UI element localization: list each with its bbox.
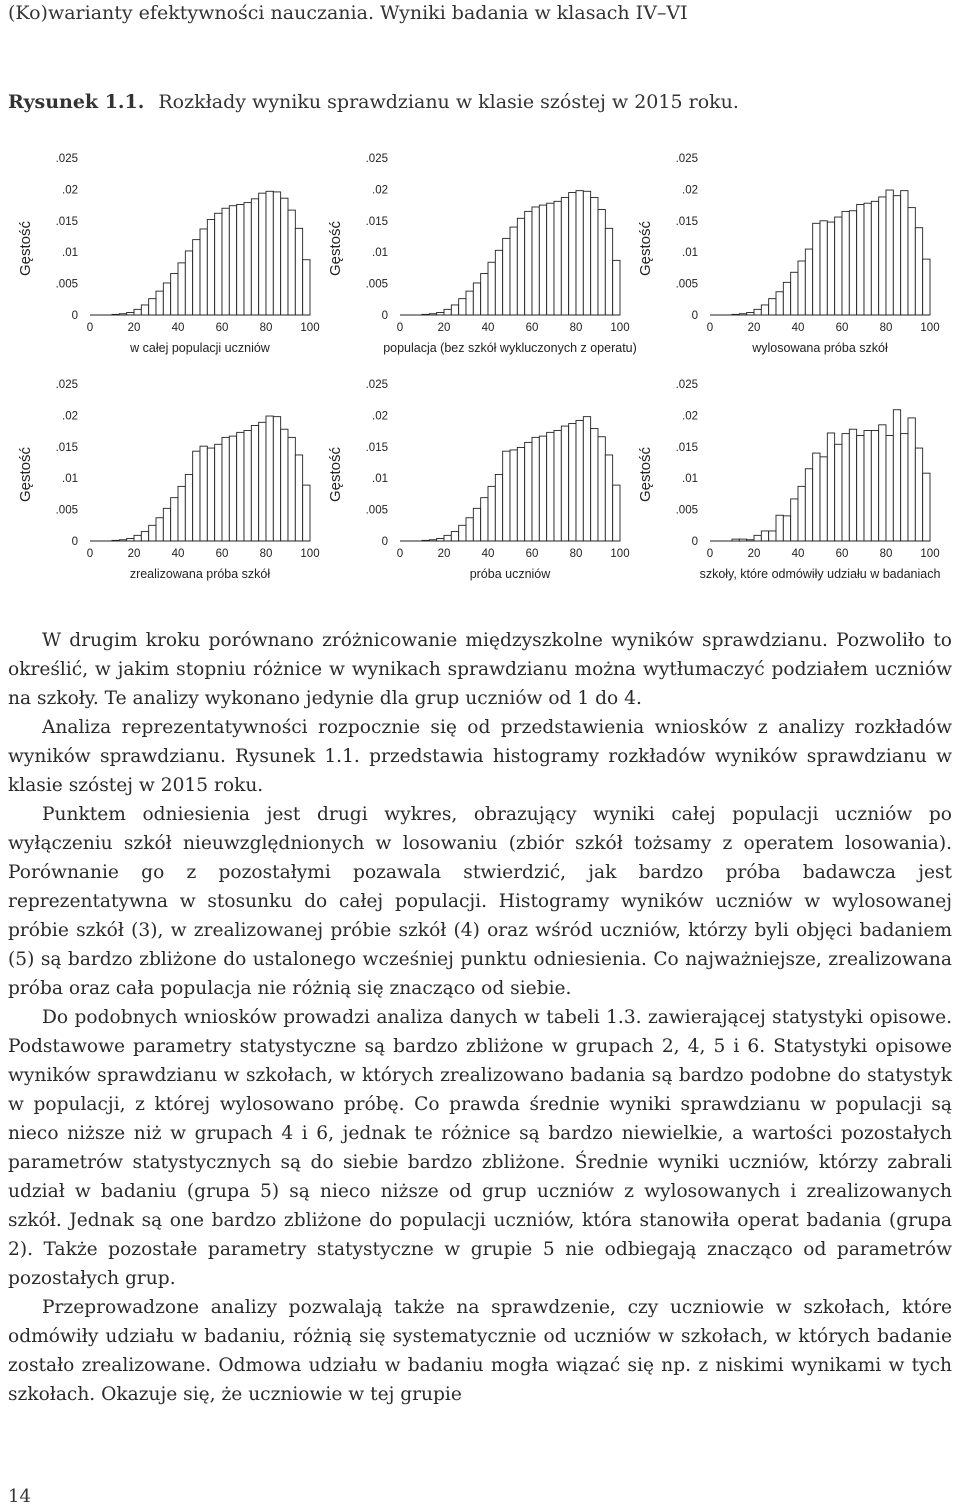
histogram-bar [613,485,620,541]
histogram-bar [893,196,900,315]
x-tick-label: 20 [747,322,761,334]
figure-caption [8,91,739,113]
x-tick-label: 100 [300,322,320,334]
y-tick-label: .005 [365,278,388,291]
histogram-bar [886,190,893,315]
y-tick-label: .025 [55,379,78,391]
histogram-bar [303,485,310,541]
y-tick-label: 0 [691,536,698,548]
histogram-bar [547,203,554,315]
x-tick-label: 0 [706,548,714,560]
histogram-bar [215,213,222,315]
histogram-panel-2 [320,140,640,365]
histogram-bar [791,272,798,315]
paragraph-3: Punktem odniesienia jest drugi wykres, obrazujący wyniki całej populacji uczniów po wyłączeniu szkół nieuwzględnionych w losowaniu (zbiór szkół tożsamy z operatem losowania). Porównanie go z pozostałymi pozawala stwierdzić, jak bardzo próba badawcza jest reprezentatywna w stosunku do całej populacji. Histogramy wyników uczniów w wylosowanej próbie szkół (3), w zrealizowanej próbie szkół (4) oraz wśród uczniów, którzy byli objęci badaniem (5) są bardzo zbliżone do ustalonego wcześniej punktu odniesienia. Co najważniejsze, zrealizowana próba oraz cała populacja nie różnią się znacząco od siebie. [8,804,952,999]
histogram-bar [141,305,148,315]
histogram-bar [539,436,546,541]
x-tick-label: 60 [215,322,229,334]
histogram-bar [849,211,856,315]
histogram-bar [591,198,598,315]
x-tick-label: 80 [879,322,893,334]
x-axis-label: szkoły, które odmówiły udziału w badaniach [699,567,941,581]
histogram-bar [259,422,266,541]
histogram-bar [134,535,141,541]
y-axis-label: Gęstość [637,220,654,277]
body-text [8,626,952,1409]
x-tick-label: 80 [259,548,273,560]
histogram-bar [605,228,612,315]
y-tick-label: .025 [55,153,78,165]
histogram-bar [473,283,480,315]
x-tick-label: 60 [525,548,539,560]
y-tick-label: .01 [62,247,78,260]
histogram-bar [871,430,878,541]
x-tick-label: 80 [879,548,893,560]
running-header: (Ko)warianty efektywności nauczania. Wyniki badania w klasach IV–VI [8,2,688,24]
histogram-bar [149,299,156,315]
y-tick-label: .01 [62,473,78,486]
x-tick-label: 20 [747,548,761,560]
histogram-bar [576,191,583,315]
histogram-grid [0,140,960,600]
histogram-bar [532,437,539,541]
histogram-bar [237,432,244,541]
x-tick-label: 40 [171,548,185,560]
histogram-bar [569,193,576,315]
paragraph-2: Analiza reprezentatywności rozpocznie się od przedstawienia wniosków z analizy rozkładów wyników sprawdzianu. Rysunek 1.1. przedstawia histogramy rozkładów wyników sprawdzianu w klasie szóstej w 2015 roku. [8,717,952,796]
histogram-bar [908,208,915,315]
x-axis-label: wylosowana próba szkół [752,341,888,355]
y-tick-label: 0 [71,310,78,322]
histogram-svg [320,140,640,365]
y-tick-label: 0 [381,536,388,548]
histogram-bar [923,259,930,315]
histogram-svg [320,366,640,591]
histogram-bar [561,426,568,541]
histogram-bar [547,432,554,541]
histogram-bar [842,434,849,541]
figure-title: Rozkłady wyniku sprawdzianu w klasie szóstej w 2015 roku. [158,91,739,113]
histogram-bar [185,474,192,541]
histogram-bar [827,433,834,541]
x-tick-label: 0 [86,548,94,560]
histogram-bar [141,532,148,541]
histogram-bar [591,429,598,541]
x-tick-label: 60 [525,322,539,334]
histogram-bar [820,221,827,315]
y-tick-label: .02 [62,184,78,197]
y-tick-label: .02 [372,410,388,423]
histogram-bar [849,429,856,541]
y-tick-label: .02 [62,410,78,423]
x-tick-label: 40 [171,322,185,334]
histogram-bar [754,309,761,315]
y-axis-label: Gęstość [637,446,654,503]
histogram-bar [554,201,561,315]
histogram-bar [156,518,163,541]
y-tick-label: .005 [675,504,698,517]
histogram-bar [776,515,783,541]
histogram-bar [769,531,776,541]
histogram-bar [222,208,229,315]
y-axis-label: Gęstość [327,446,344,503]
x-axis-label: zrealizowana próba szkół [129,567,271,581]
histogram-bar [295,228,302,315]
histogram-bar [488,262,495,315]
histogram-bar [569,424,576,541]
histogram-bar [864,430,871,541]
y-axis-label: Gęstość [327,220,344,277]
page-number: 14 [8,1486,31,1507]
histogram-bar [185,251,192,315]
histogram-bar [495,474,502,541]
histogram-bar [444,535,451,541]
histogram-bar [178,486,185,541]
y-tick-label: 0 [71,536,78,548]
histogram-bar [583,417,590,541]
paragraph-4: Do podobnych wniosków prowadzi analiza danych w tabeli 1.3. zawierającej statystyki opisowe. Podstawowe parametry statystyczne są bardzo zbliżone w grupach 2, 4, 5 i 6. Statystyki opisowe wyników sprawdzianu w szkołach, w których zrealizowano badania są bardzo podobne do statystyk w populacji, z której wylosowano próbę. Co prawda średnie wyniki sprawdzianu w populacji są nieco niższe niż w grupach 4 i 6, jednak te różnice są bardzo niewielkie, a wartości pozostałych parametrów statystycznych są do siebie bardzo zbliżone. Średnie wyniki uczniów, którzy zabrali udział w badaniu (grupa 5) są nieco niższe od grup uczniów z wylosowanych i zrealizowanych szkół. Jednak są one bardzo zbliżone do populacji uczniów, która stanowiła operat badania (grupa 2). Także pozostałe parametry statystyczne w grupie 5 nie odbiegają znacząco od parametrów pozostałych grup. [8,1007,952,1289]
histogram-bar [583,191,590,315]
histogram-bar [805,469,812,541]
y-tick-label: .02 [372,184,388,197]
histogram-bar [495,250,502,315]
histogram-bar [481,498,488,541]
histogram-bar [281,429,288,541]
histogram-bar [459,525,466,541]
histogram-bar [776,292,783,315]
x-tick-label: 40 [791,322,805,334]
histogram-bar [783,282,790,315]
y-tick-label: .015 [365,441,388,454]
histogram-bar [266,191,273,315]
x-tick-label: 40 [791,548,805,560]
y-tick-label: .02 [682,184,698,197]
histogram-bar [923,473,930,541]
y-tick-label: .025 [365,153,388,165]
histogram-bar [915,448,922,541]
x-tick-label: 60 [835,322,849,334]
y-tick-label: .005 [55,278,78,291]
x-axis-label: próba uczniów [469,567,551,581]
y-tick-label: .025 [675,379,698,391]
histogram-bar [761,531,768,541]
histogram-bar [510,450,517,541]
x-tick-label: 60 [215,548,229,560]
histogram-bar [273,192,280,315]
histogram-svg [10,140,330,365]
histogram-bar [251,425,258,541]
histogram-bar [901,191,908,315]
histogram-panel-3 [630,140,950,365]
histogram-bar [791,499,798,541]
histogram-bar [517,218,524,315]
histogram-svg [630,140,950,365]
histogram-bar [266,416,273,541]
y-tick-label: .005 [365,504,388,517]
histogram-bar [783,516,790,541]
y-tick-label: .01 [372,247,388,260]
histogram-bar [835,444,842,541]
histogram-bar [178,263,185,315]
histogram-bar [451,305,458,315]
paragraph-5: Przeprowadzone analizy pozwalają także na sprawdzenie, czy uczniowie w szkołach, które odmówiły udziału w badaniu, różnią się systematycznie od uczniów w szkołach, w których badanie zostało zrealizowane. Odmowa udziału w badaniu mogła wiązać się np. z niskimi wynikami w tych szkołach. Okazuje się, że uczniowie w tej grupie [8,1297,952,1405]
x-tick-label: 80 [259,322,273,334]
y-axis-label: Gęstość [17,220,34,277]
histogram-bar [207,448,214,541]
histogram-bar [295,455,302,541]
histogram-bar [827,222,834,315]
x-tick-label: 80 [569,322,583,334]
x-tick-label: 40 [481,548,495,560]
histogram-bar [864,203,871,315]
histogram-svg [630,366,950,591]
histogram-bar [244,430,251,541]
histogram-bar [598,209,605,315]
x-tick-label: 0 [706,322,714,334]
histogram-bar [229,206,236,315]
histogram-bar [901,434,908,541]
x-tick-label: 0 [396,322,404,334]
y-tick-label: .025 [675,153,698,165]
histogram-bar [281,198,288,315]
y-tick-label: .01 [682,247,698,260]
histogram-bar [503,238,510,315]
histogram-bar [237,204,244,315]
figure-number: Rysunek 1.1. [8,91,145,113]
histogram-bar [813,453,820,541]
histogram-bar [444,309,451,315]
y-tick-label: .005 [55,504,78,517]
histogram-bar [754,535,761,541]
histogram-bar [798,261,805,315]
histogram-bar [193,451,200,541]
histogram-panel-5 [320,366,640,591]
histogram-bar [229,436,236,541]
histogram-bar [171,498,178,541]
histogram-bar [525,211,532,315]
histogram-bar [134,309,141,315]
histogram-bar [908,418,915,541]
histogram-bar [488,486,495,541]
y-tick-label: .01 [372,473,388,486]
x-tick-label: 20 [437,322,451,334]
histogram-bar [163,508,170,541]
histogram-bar [576,420,583,541]
histogram-bar [503,451,510,541]
y-tick-label: .015 [675,215,698,228]
x-tick-label: 20 [127,548,141,560]
histogram-bar [156,291,163,315]
histogram-bar [149,525,156,541]
histogram-bar [222,437,229,541]
histogram-bar [915,228,922,315]
histogram-bar [259,193,266,315]
y-axis-label: Gęstość [17,446,34,503]
histogram-bar [613,260,620,315]
x-tick-label: 60 [835,548,849,560]
y-tick-label: 0 [381,310,388,322]
y-tick-label: 0 [691,310,698,322]
y-tick-label: .025 [365,379,388,391]
histogram-bar [605,455,612,541]
histogram-bar [207,220,214,315]
y-tick-label: .005 [675,278,698,291]
histogram-bar [251,199,258,315]
histogram-bar [200,446,207,541]
histogram-bar [835,217,842,315]
histogram-bar [163,283,170,315]
histogram-bar [886,435,893,541]
y-tick-label: .02 [682,410,698,423]
y-tick-label: .015 [55,441,78,454]
y-tick-label: .015 [675,441,698,454]
histogram-bar [813,223,820,315]
histogram-bar [857,435,864,541]
histogram-bar [798,486,805,541]
histogram-bar [171,274,178,315]
histogram-bar [871,201,878,315]
histogram-bar [244,203,251,315]
x-tick-label: 0 [396,548,404,560]
x-axis-label: populacja (bez szkół wykluczonych z operatu) [383,341,637,355]
x-tick-label: 100 [920,322,940,334]
histogram-bar [466,518,473,541]
x-tick-label: 20 [127,322,141,334]
histogram-bar [481,274,488,315]
histogram-bar [857,204,864,315]
x-axis-label: w całej populacji uczniów [130,341,270,355]
histogram-bar [517,447,524,541]
histogram-bar [879,197,886,315]
x-tick-label: 80 [569,548,583,560]
histogram-bar [193,240,200,315]
histogram-bar [879,425,886,541]
histogram-bar [288,437,295,541]
histogram-bar [200,229,207,315]
histogram-bar [273,417,280,541]
histogram-bar [769,299,776,315]
x-tick-label: 0 [86,322,94,334]
y-tick-label: .015 [55,215,78,228]
histogram-bar [451,532,458,541]
paragraph-1: W drugim kroku porównano zróżnicowanie międzyszkolne wyników sprawdzianu. Pozwoliło to określić, w jakim stopniu różnice w wynikach sprawdzianu można wytłumaczyć podziałem uczniów na szkoły. Te analizy wykonano jedynie dla grup uczniów od 1 do 4. [8,630,952,709]
histogram-bar [598,437,605,541]
histogram-bar [525,442,532,541]
histogram-bar [842,211,849,315]
x-tick-label: 100 [920,548,940,560]
histogram-panel-1 [10,140,330,365]
x-tick-label: 20 [437,548,451,560]
histogram-bar [288,210,295,315]
y-tick-label: .015 [365,215,388,228]
histogram-bar [459,299,466,315]
x-tick-label: 100 [610,548,630,560]
histogram-bar [466,291,473,315]
histogram-bar [561,198,568,315]
histogram-panel-6 [630,366,950,591]
histogram-bar [473,508,480,541]
histogram-bar [761,305,768,315]
histogram-bar [893,410,900,541]
x-tick-label: 40 [481,322,495,334]
histogram-bar [539,205,546,315]
x-tick-label: 100 [300,548,320,560]
histogram-svg [10,366,330,591]
histogram-bar [532,207,539,315]
histogram-bar [820,457,827,541]
histogram-panel-4 [10,366,330,591]
histogram-bar [215,444,222,541]
x-tick-label: 100 [610,322,630,334]
y-tick-label: .01 [682,473,698,486]
histogram-bar [554,430,561,541]
histogram-bar [510,227,517,315]
histogram-bar [805,249,812,315]
histogram-bar [303,260,310,315]
